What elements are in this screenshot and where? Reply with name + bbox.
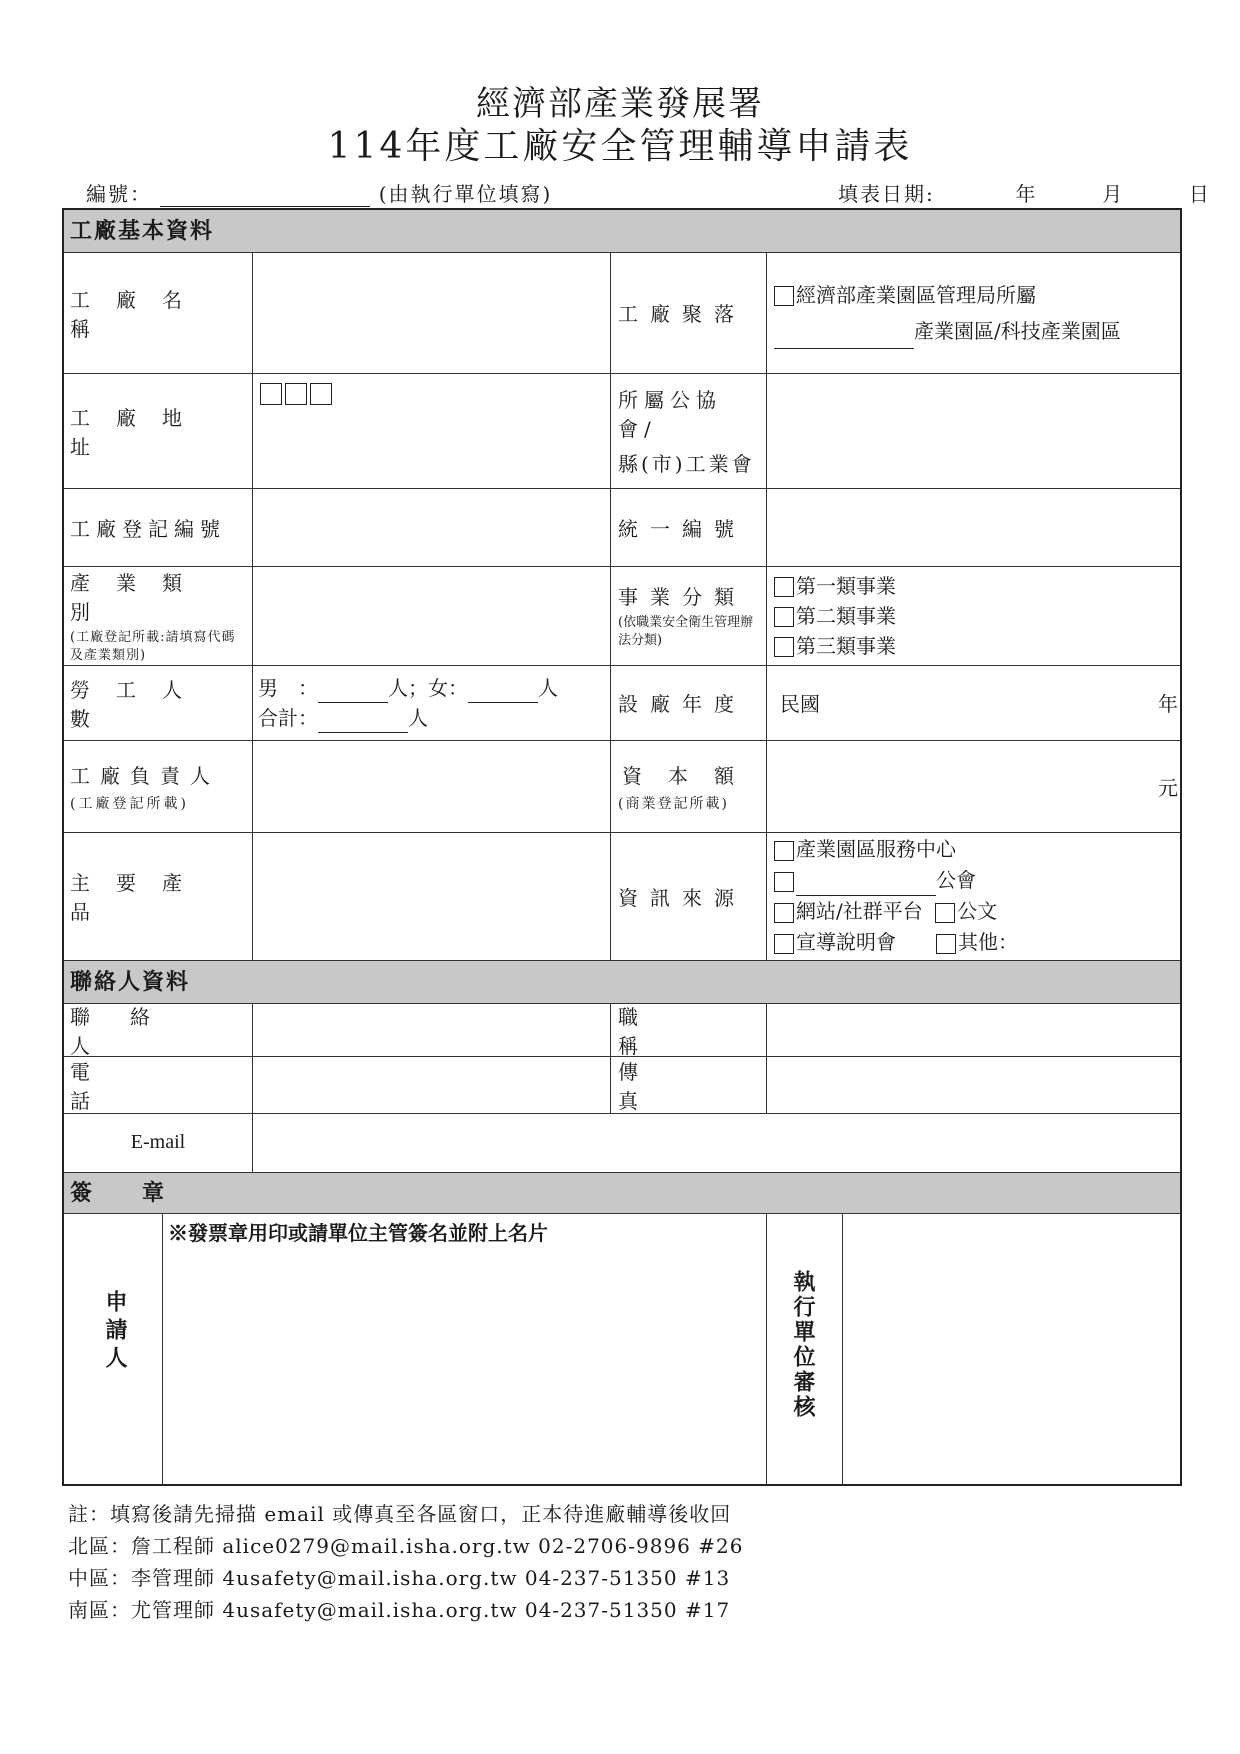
female-unit: 人 — [538, 675, 558, 700]
source-option-6-text: 其他： — [958, 930, 1018, 954]
note-north: 北區：詹工程師 alice0279@mail.isha.org.tw 02-2706-9896 #26 — [68, 1534, 744, 1558]
capital-field[interactable] — [768, 740, 1182, 832]
signature-note: ※發票章用印或請單位主管簽名並附上名片 — [168, 1221, 548, 1245]
business-option-2-text: 第二類事業 — [796, 603, 896, 628]
owner-field[interactable] — [254, 742, 608, 830]
fax-field[interactable] — [768, 1058, 1182, 1111]
cluster-option-1-text: 經濟部產業園區管理局所屬 — [796, 282, 1036, 307]
capital-note: (商業登記所載) — [618, 795, 729, 812]
tax-id-text: 統一編號 — [618, 516, 746, 541]
checkbox[interactable] — [774, 607, 794, 627]
female-count-field[interactable] — [468, 682, 538, 703]
established-prefix: 民國 — [780, 692, 820, 716]
source-option-5-text: 宣導說明會 — [796, 930, 896, 954]
checkbox[interactable] — [774, 903, 794, 923]
contact-person-text: 聯絡人 — [70, 1004, 190, 1058]
checkbox[interactable] — [935, 903, 955, 923]
note-central: 中區：李管理師 4usafety@mail.isha.org.tw 04-237-51350 #13 — [68, 1566, 731, 1590]
note-south: 南區：尤管理師 4usafety@mail.isha.org.tw 04-237-51350 #17 — [68, 1598, 731, 1622]
cluster-option-2[interactable] — [774, 313, 1121, 349]
business-class-label — [612, 566, 766, 665]
job-title-text: 職稱 — [618, 1004, 738, 1058]
total-count-field[interactable] — [318, 712, 408, 733]
checkbox[interactable] — [936, 934, 956, 954]
products-text: 主要產品 — [70, 871, 208, 924]
checkbox[interactable] — [774, 637, 794, 657]
cluster-text: 工廠聚落 — [618, 302, 746, 326]
date-label: 填表日期: — [838, 182, 935, 206]
business-option-3[interactable] — [774, 631, 896, 661]
job-title-field[interactable] — [768, 1005, 1182, 1054]
applicant-label: 申請人 — [102, 1290, 128, 1374]
capital-label — [612, 740, 766, 832]
products-label — [64, 832, 252, 960]
address-label — [64, 373, 252, 488]
section-signature: 簽 章 — [64, 1173, 1180, 1213]
registration-field[interactable] — [254, 490, 608, 564]
total-unit: 人 — [408, 705, 428, 730]
zip-box-1[interactable] — [260, 383, 282, 405]
day-label: 日 — [1188, 182, 1211, 206]
year-label: 年 — [1015, 182, 1038, 206]
tax-id-field[interactable] — [768, 490, 1182, 564]
cluster-blank[interactable] — [774, 328, 914, 349]
source-option-2[interactable] — [774, 865, 976, 896]
business-option-2[interactable] — [774, 601, 896, 631]
workers-text: 勞工人數 — [70, 677, 208, 731]
email-field[interactable] — [254, 1115, 1182, 1170]
zip-box-3[interactable] — [310, 383, 332, 405]
male-count-field[interactable] — [318, 682, 388, 703]
fax-label — [612, 1056, 766, 1113]
business-option-3-text: 第三類事業 — [796, 633, 896, 658]
products-field[interactable] — [254, 834, 608, 958]
male-unit: 人；女： — [388, 675, 468, 700]
source-option-1[interactable] — [774, 834, 956, 865]
business-option-1-text: 第一類事業 — [796, 573, 896, 598]
source-option-row-4 — [774, 927, 1018, 958]
factory-name-label — [64, 252, 252, 373]
contact-person-label — [64, 1003, 252, 1056]
phone-field[interactable] — [254, 1058, 608, 1111]
serial-blank[interactable] — [160, 186, 370, 207]
cluster-label — [612, 252, 766, 373]
checkbox[interactable] — [774, 841, 794, 861]
owner-text: 工廠負責人 — [70, 763, 220, 788]
address-text: 工廠地址 — [70, 405, 208, 459]
owner-note: (工廠登記所載) — [70, 795, 189, 812]
section-basic-info: 工廠基本資料 — [64, 210, 1180, 252]
established-field[interactable] — [768, 665, 1182, 740]
fax-text: 傳真 — [618, 1059, 738, 1113]
note-line-1: 註：填寫後請先掃描 email 或傳真至各區窗口，正本待進廠輔導後收回 — [68, 1502, 732, 1526]
phone-label — [64, 1056, 252, 1113]
cluster-options — [768, 252, 1182, 373]
date-line — [838, 178, 1211, 207]
owner-label — [64, 740, 252, 832]
source-option-1-text: 產業園區服務中心 — [796, 837, 956, 861]
application-form — [62, 208, 1182, 1486]
capital-unit: 元 — [1158, 775, 1178, 800]
checkbox[interactable] — [774, 934, 794, 954]
established-text: 設廠年度 — [618, 692, 746, 716]
job-title-label — [612, 1003, 766, 1056]
business-class-note: (依職業安全衛生管理辦法分類) — [618, 615, 754, 648]
association-line1: 所屬公協會/ — [618, 388, 722, 441]
industry-label — [64, 566, 252, 665]
association-label — [612, 373, 766, 488]
registration-label — [64, 488, 252, 566]
applicant-signature-area[interactable] — [164, 1250, 764, 1484]
section-contact-info: 聯絡人資料 — [64, 961, 1180, 1003]
zip-box-2[interactable] — [285, 383, 307, 405]
workers-label — [64, 665, 252, 740]
business-class-text: 事業分類 — [618, 585, 746, 609]
association-field[interactable] — [768, 375, 1182, 486]
serial-label: 編號： — [86, 182, 152, 206]
source-text: 資訊來源 — [618, 885, 746, 910]
month-label: 月 — [1102, 182, 1125, 206]
email-label: E-mail — [130, 1131, 186, 1153]
reviewer-signature-area[interactable] — [844, 1215, 1180, 1485]
industry-field[interactable] — [254, 568, 608, 663]
source-label — [612, 832, 766, 960]
source-option-4-text: 公文 — [957, 899, 998, 923]
industry-note: (工廠登記所載:請填寫代碼及產業類別) — [70, 629, 236, 663]
association-name-blank[interactable] — [796, 875, 936, 896]
total-label: 合計： — [258, 705, 318, 730]
source-option-3-text: 網站/社群平台 — [796, 899, 923, 923]
phone-text: 電話 — [70, 1059, 220, 1113]
checkbox[interactable] — [774, 577, 794, 597]
contact-person-field[interactable] — [254, 1005, 608, 1054]
business-options — [768, 566, 1182, 665]
registration-text: 工廠登記編號 — [70, 516, 226, 541]
checkbox[interactable] — [774, 872, 794, 892]
factory-name-text: 工廠名稱 — [70, 287, 208, 341]
established-label — [612, 665, 766, 740]
cluster-option-2-text: 產業園區/科技產業園區 — [914, 318, 1121, 343]
reviewer-label: 執行單位審核 — [790, 1270, 816, 1420]
serial-line — [86, 178, 552, 207]
source-option-2-text: 公會 — [936, 868, 976, 892]
tax-id-label — [612, 488, 766, 566]
established-suffix: 年 — [1158, 692, 1178, 716]
association-line2: 縣(市)工業會 — [618, 452, 755, 476]
form-title: 114年度工廠安全管理輔導申請表 — [327, 126, 913, 167]
checkbox[interactable] — [774, 286, 794, 306]
male-label: 男 ： — [258, 675, 318, 700]
cluster-option-1[interactable] — [774, 277, 1036, 313]
capital-text: 資本額 — [622, 763, 760, 788]
industry-text: 產業類別 — [70, 570, 208, 624]
org-title: 經濟部產業發展署 — [476, 84, 764, 124]
source-options — [768, 832, 1182, 960]
workers-fields — [254, 665, 610, 740]
address-field[interactable] — [254, 375, 608, 486]
business-option-1[interactable] — [774, 571, 896, 601]
factory-name-field[interactable] — [254, 254, 608, 371]
source-option-row-3 — [774, 896, 997, 927]
serial-note: (由執行單位填寫) — [378, 182, 553, 206]
